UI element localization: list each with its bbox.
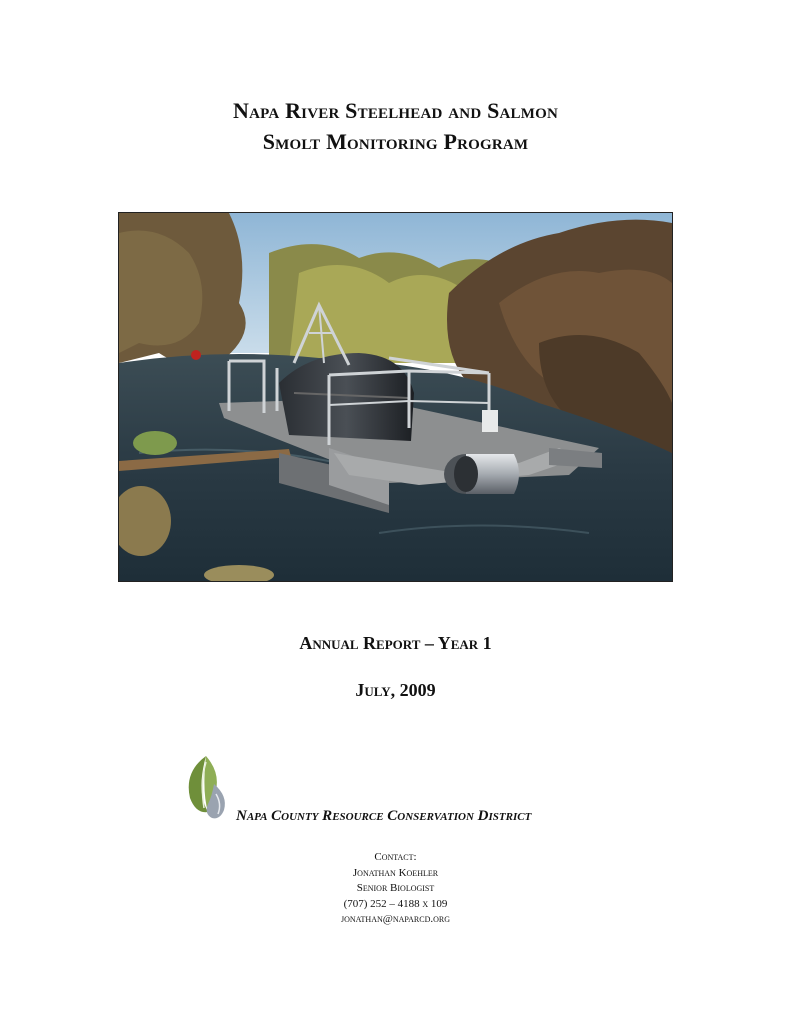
document-title — [0, 95, 791, 157]
cover-photo — [118, 212, 673, 582]
contact-label: Contact: — [374, 851, 417, 863]
contact-phone: (707) 252 – 4188 x 109 — [343, 897, 448, 910]
organization-name: Napa County Resource Conservation District — [236, 808, 532, 824]
contact-role: Senior Biologist — [356, 882, 435, 894]
contact-name: Jonathan Koehler — [352, 866, 439, 879]
leaf-drop-logo-icon — [176, 752, 238, 824]
report-label: Annual Report – Year 1 — [299, 633, 492, 653]
title-line-1: Napa River Steelhead and Salmon — [232, 98, 559, 123]
rotary-screw-trap-photo — [119, 213, 672, 581]
contact-block — [0, 850, 791, 928]
report-date: July, 2009 — [355, 680, 436, 700]
title-line-2: Smolt Monitoring Program — [262, 129, 529, 154]
contact-email[interactable]: jonathan@naparcd.org — [340, 913, 451, 925]
